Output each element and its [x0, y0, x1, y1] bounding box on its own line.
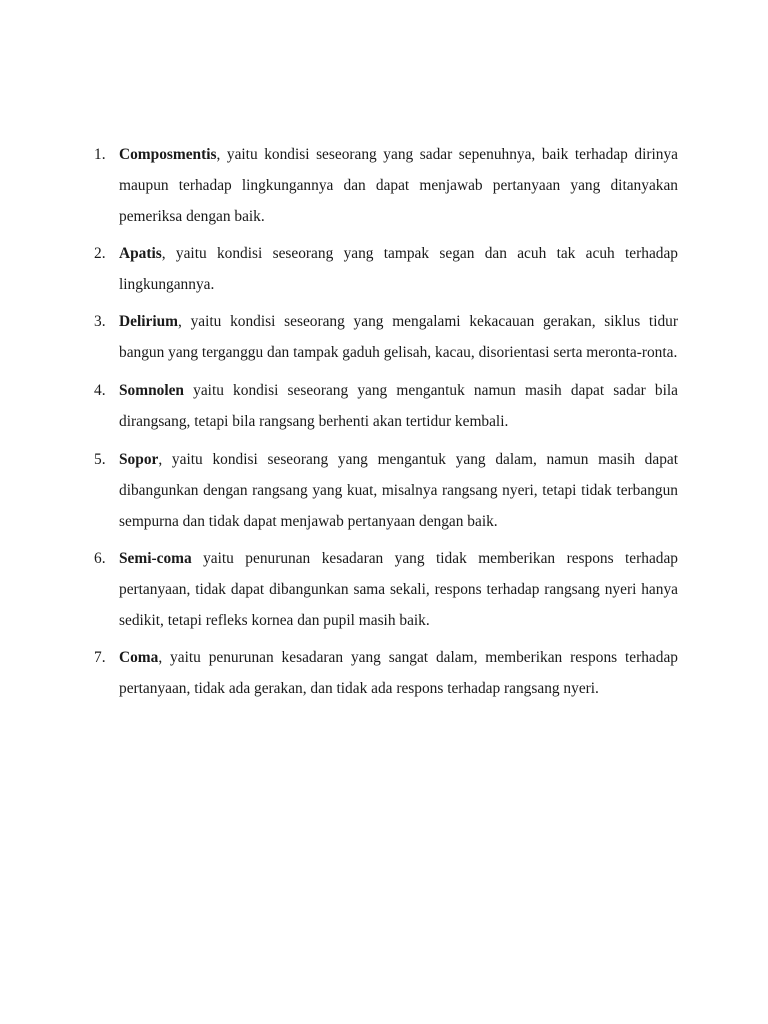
list-item-number: 4.	[94, 382, 106, 399]
list-item-number: 6.	[94, 550, 106, 567]
list-item	[94, 543, 678, 636]
list-item-term: Somnolen	[119, 382, 184, 399]
list-item	[94, 238, 678, 300]
list-item	[94, 375, 678, 437]
list-item	[94, 444, 678, 537]
list-item-term: Delirium	[119, 313, 178, 330]
list-item	[94, 306, 678, 368]
list-item	[94, 139, 678, 232]
list-item-text: , yaitu penurunan kesadaran yang sangat dalam, memberikan respons terhadap pertanyaan, tidak ada gerakan, dan tidak ada respons terhadap rangsang nyeri.	[119, 649, 678, 697]
list-item-number: 2.	[94, 245, 106, 262]
list-item-text: , yaitu kondisi seseorang yang tampak segan dan acuh tak acuh terhadap lingkungannya.	[119, 245, 678, 293]
list-item-term: Coma	[119, 649, 159, 666]
list-item-term: Sopor	[119, 451, 159, 468]
list-item-text: yaitu kondisi seseorang yang mengantuk namun masih dapat sadar bila dirangsang, tetapi bila rangsang berhenti akan tertidur kembali.	[119, 382, 678, 430]
list-item-number: 5.	[94, 451, 106, 468]
list-item-text: , yaitu kondisi seseorang yang sadar sepenuhnya, baik terhadap dirinya maupun terhadap lingkungannya dan dapat menjawab pertanyaan yang ditanyakan pemeriksa dengan baik.	[119, 146, 678, 225]
list-item-text: yaitu penurunan kesadaran yang tidak memberikan respons terhadap pertanyaan, tidak dapat dibangunkan sama sekali, respons terhadap rangsang nyeri hanya sedikit, tetapi refleks kornea dan pupil masih baik.	[119, 550, 678, 629]
list-item-number: 1.	[94, 146, 106, 163]
list-item-text: , yaitu kondisi seseorang yang mengantuk yang dalam, namun masih dapat dibangunkan dengan rangsang yang kuat, misalnya rangsang nyeri, tetapi tidak terbangun sempurna dan tidak dapat menjawab pertanyaan dengan baik.	[119, 451, 678, 530]
list-item-text: , yaitu kondisi seseorang yang mengalami kekacauan gerakan, siklus tidur bangun yang terganggu dan tampak gaduh gelisah, kacau, disorientasi serta meronta-ronta.	[119, 313, 678, 361]
list-item-term: Apatis	[119, 245, 162, 262]
consciousness-levels-list	[94, 139, 678, 710]
list-item-number: 7.	[94, 649, 106, 666]
list-item-term: Semi-coma	[119, 550, 192, 567]
list-item-term: Composmentis	[119, 146, 217, 163]
list-item	[94, 642, 678, 704]
list-item-number: 3.	[94, 313, 106, 330]
